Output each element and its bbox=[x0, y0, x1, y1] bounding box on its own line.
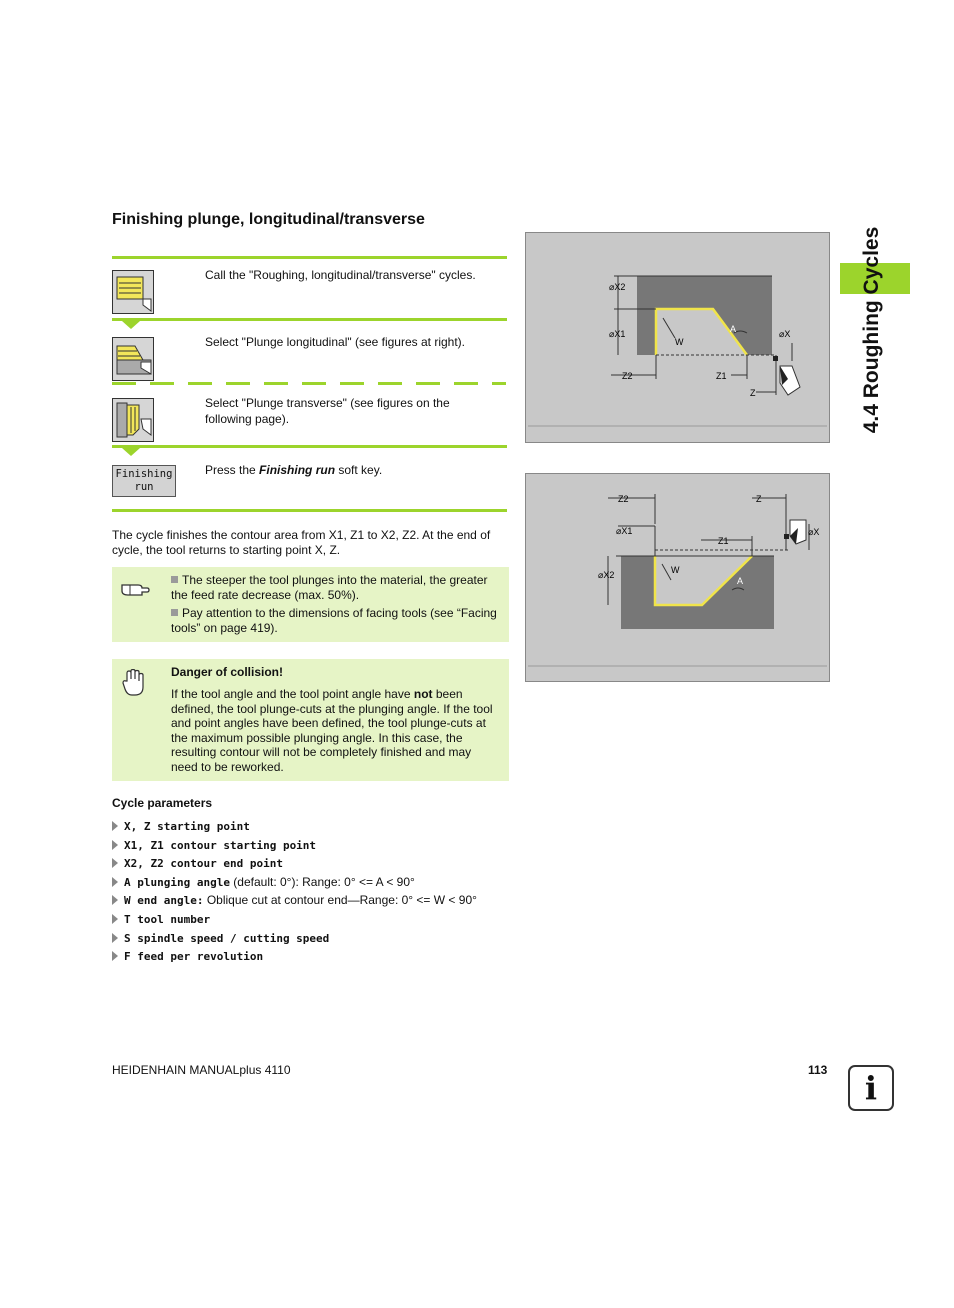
parameter-desc: (default: 0°): Range: 0° <= A < 90° bbox=[229, 875, 415, 889]
chapter-title: 4.4 Roughing Cycles bbox=[860, 226, 883, 434]
step-arrow bbox=[122, 448, 140, 456]
parameter-code: S spindle speed / cutting speed bbox=[124, 932, 330, 945]
pointing-hand-icon bbox=[120, 577, 150, 597]
hand-stop-icon bbox=[122, 669, 144, 697]
info-icon: i bbox=[848, 1065, 894, 1111]
label-z1: Z1 bbox=[716, 371, 727, 381]
plunge-transverse-icon[interactable] bbox=[112, 398, 154, 442]
figure-plunge-longitudinal bbox=[525, 232, 830, 443]
label-x2: ⌀X2 bbox=[609, 282, 626, 292]
parameter-code: X1, Z1 contour starting point bbox=[124, 839, 317, 852]
label-z2: Z2 bbox=[618, 494, 629, 504]
bullet-icon bbox=[171, 576, 178, 583]
step-4-suffix: soft key. bbox=[335, 463, 383, 477]
cycle-parameters-title: Cycle parameters bbox=[112, 796, 213, 810]
section-title: Finishing plunge, longitudinal/transverse bbox=[112, 211, 425, 228]
step-2-text: Select "Plunge longitudinal" (see figures at right). bbox=[205, 335, 465, 349]
label-x1: ⌀X1 bbox=[616, 526, 633, 536]
label-a: A bbox=[737, 576, 744, 586]
parameter-code: X2, Z2 contour end point bbox=[124, 857, 283, 870]
plunge-longitudinal-icon[interactable] bbox=[112, 337, 154, 381]
parameter-item bbox=[112, 949, 263, 963]
arrow-icon bbox=[112, 877, 118, 887]
parameter-code: T tool number bbox=[124, 913, 211, 926]
danger-box bbox=[112, 659, 509, 781]
footer-manual-title: HEIDENHAIN MANUALplus 4110 bbox=[112, 1063, 291, 1077]
step-4-prefix: Press the bbox=[205, 463, 260, 477]
cycle-description: The cycle finishes the contour area from X1, Z1 to X2, Z2. At the end of cycle, the tool returns to starting point X, Z. bbox=[112, 528, 491, 557]
label-a: A bbox=[730, 324, 737, 334]
softkey-line-2: run bbox=[134, 481, 154, 493]
label-z2: Z2 bbox=[622, 371, 633, 381]
step-arrow bbox=[122, 321, 140, 329]
step-4-text bbox=[205, 462, 495, 478]
step-1-text: Call the "Roughing, longitudinal/transverse" cycles. bbox=[205, 268, 476, 282]
note-item-text: The steeper the tool plunges into the material, the greater the feed rate decrease (max. 50%). bbox=[171, 573, 488, 602]
parameter-item bbox=[112, 856, 283, 870]
parameter-item bbox=[112, 838, 316, 852]
step-divider bbox=[112, 256, 507, 259]
danger-emphasis: not bbox=[413, 687, 433, 701]
parameter-item bbox=[112, 893, 477, 907]
arrow-icon bbox=[112, 821, 118, 831]
notes-box bbox=[112, 567, 509, 642]
arrow-icon bbox=[112, 951, 118, 961]
danger-text-prefix: If the tool angle and the tool point angle have bbox=[171, 687, 414, 701]
parameter-item bbox=[112, 931, 329, 945]
step-divider bbox=[112, 318, 507, 321]
arrow-icon bbox=[112, 914, 118, 924]
parameter-item bbox=[112, 819, 250, 833]
bullet-icon bbox=[171, 609, 178, 616]
label-x: ⌀X bbox=[808, 527, 820, 537]
finishing-run-softkey[interactable] bbox=[112, 465, 176, 497]
danger-text-suffix: been defined, the tool plunge-cuts at the plunging angle. If the tool and point angles have been defined, the tool plunge-cuts at the maximum possible plunging angle. In this case, the resulting contour will not be completely finished and may need to be reworked. bbox=[171, 687, 493, 774]
arrow-icon bbox=[112, 933, 118, 943]
label-z1: Z1 bbox=[718, 536, 729, 546]
parameter-item bbox=[112, 875, 415, 889]
step-4-emphasis: Finishing run bbox=[259, 463, 336, 477]
label-z: Z bbox=[756, 494, 762, 504]
arrow-icon bbox=[112, 858, 118, 868]
roughing-cycle-icon[interactable] bbox=[112, 270, 154, 314]
page-number: 113 bbox=[808, 1063, 828, 1077]
parameter-code: F feed per revolution bbox=[124, 950, 264, 963]
label-z: Z bbox=[750, 388, 756, 398]
parameter-desc: Oblique cut at contour end—Range: 0° <= W < 90° bbox=[203, 893, 477, 907]
parameter-code: A plunging angle bbox=[124, 876, 230, 889]
arrow-icon bbox=[112, 895, 118, 905]
step-3-text: Select "Plunge transverse" (see figures on the following page). bbox=[205, 396, 450, 426]
softkey-line-1: Finishing bbox=[115, 468, 173, 480]
note-item bbox=[171, 573, 501, 602]
alternative-divider bbox=[112, 382, 506, 385]
step-divider bbox=[112, 445, 507, 448]
danger-title: Danger of collision! bbox=[171, 665, 284, 679]
label-x1: ⌀X1 bbox=[609, 329, 626, 339]
note-item bbox=[171, 606, 501, 635]
figure-plunge-longitudinal-2 bbox=[525, 473, 830, 682]
note-item-text: Pay attention to the dimensions of facing tools (see “Facing tools” on page 419). bbox=[171, 606, 497, 635]
danger-text bbox=[171, 687, 498, 774]
arrow-icon bbox=[112, 840, 118, 850]
parameter-item bbox=[112, 912, 210, 926]
label-w: W bbox=[675, 337, 684, 347]
label-w: W bbox=[671, 565, 680, 575]
steps-end-divider bbox=[112, 509, 507, 512]
label-x2: ⌀X2 bbox=[598, 570, 615, 580]
parameter-code: X, Z starting point bbox=[124, 820, 250, 833]
label-x: ⌀X bbox=[779, 329, 791, 339]
parameter-code: W end angle: bbox=[124, 894, 204, 907]
